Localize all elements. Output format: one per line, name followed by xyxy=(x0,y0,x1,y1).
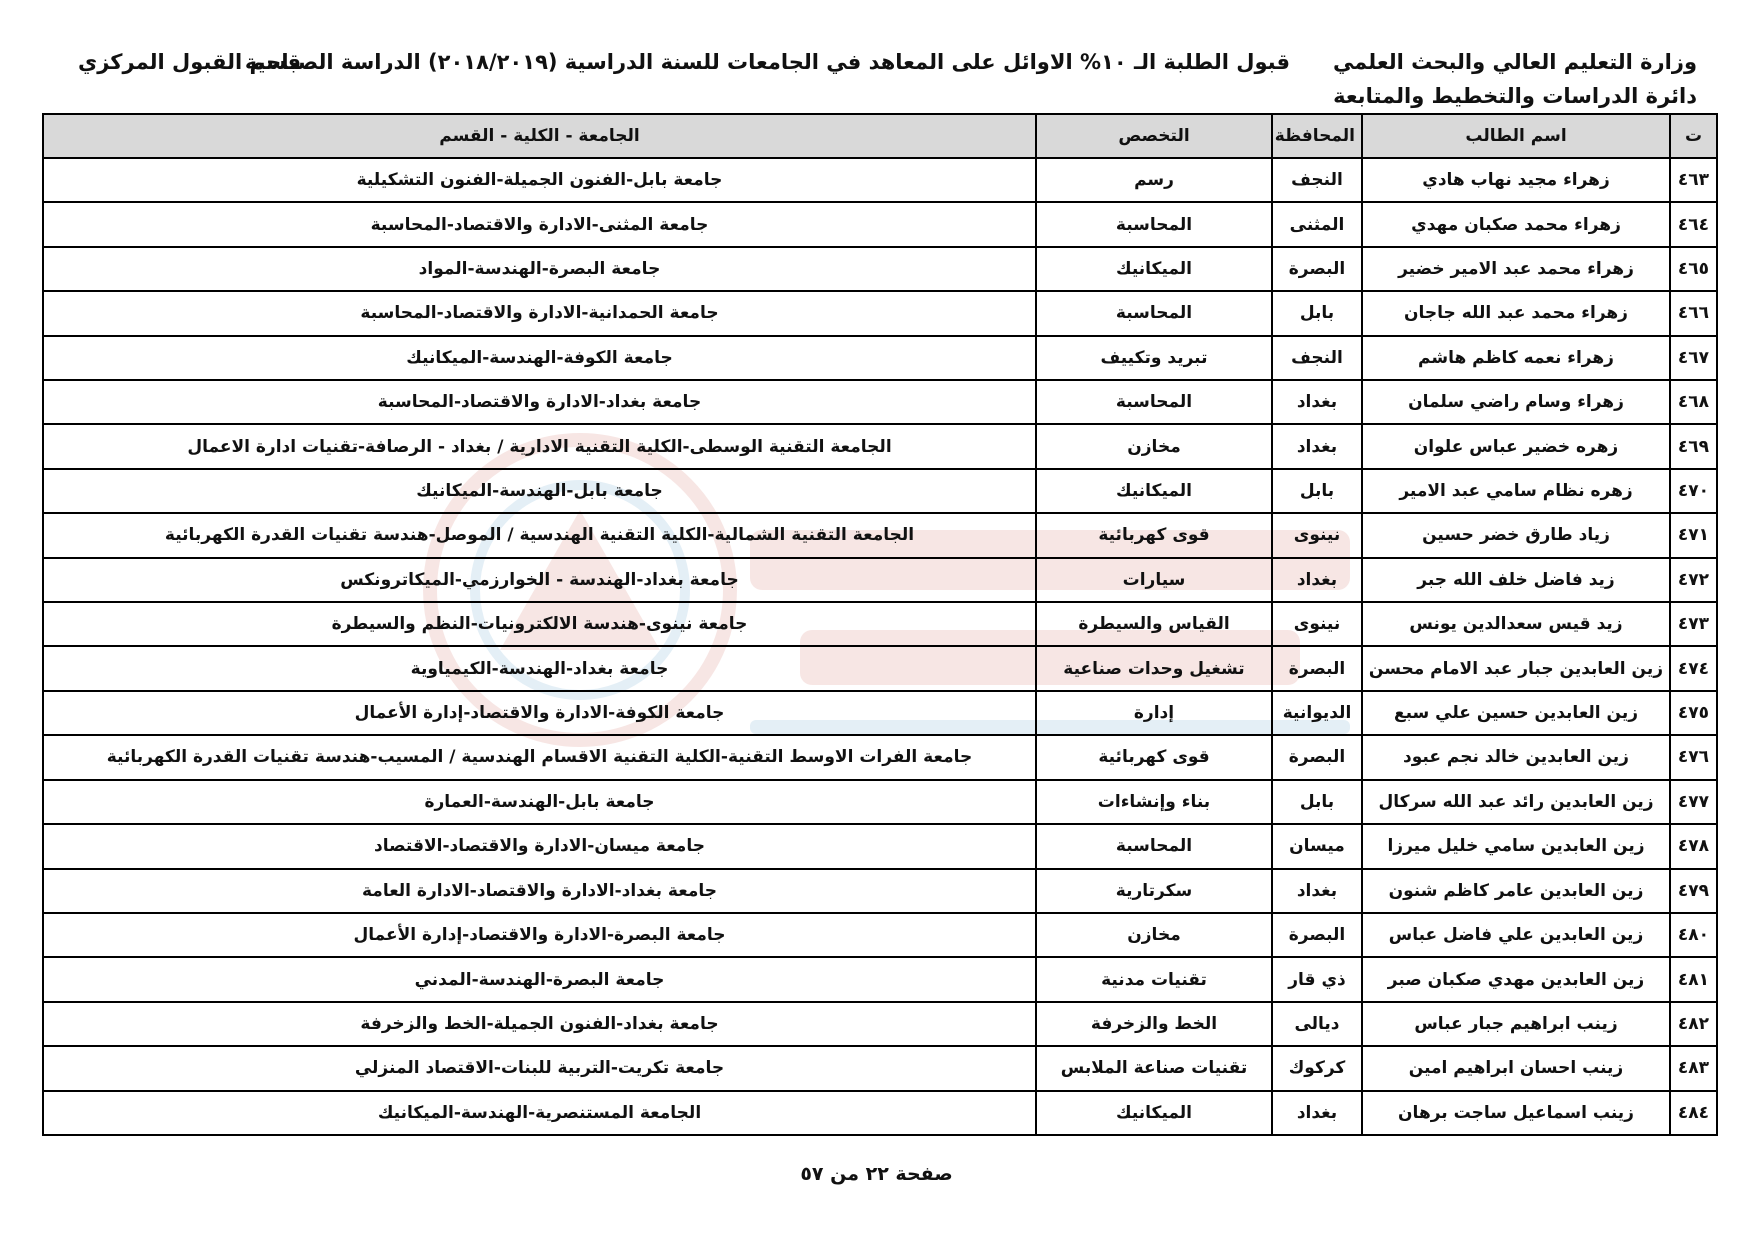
student-name: زياد طارق خضر حسين xyxy=(1362,513,1670,557)
student-name: زيد قيس سعدالدين يونس xyxy=(1362,602,1670,646)
university-college-department: جامعة الكوفة-الادارة والاقتصاد-إدارة الأعمال xyxy=(43,691,1036,735)
student-name: زهره نظام سامي عبد الامير xyxy=(1362,469,1670,513)
university-college-department: جامعة بغداد-الهندسة-الكيمياوية xyxy=(43,646,1036,690)
student-name: زين العابدين عامر كاظم شنون xyxy=(1362,869,1670,913)
university-college-department: الجامعة التقنية الشمالية-الكلية التقنية الهندسية / الموصل-هندسة تقنيات القدرة الكهربائية xyxy=(43,513,1036,557)
specialty: الخط والزخرفة xyxy=(1036,1002,1272,1046)
student-name: زين العابدين حسين علي سبع xyxy=(1362,691,1670,735)
table-row xyxy=(43,424,1717,468)
row-number: ٤٧٥ xyxy=(1670,691,1717,735)
university-college-department: الجامعة التقنية الوسطى-الكلية التقنية الادارية / بغداد - الرصافة-تقنيات ادارة الاعمال xyxy=(43,424,1036,468)
university-college-department: جامعة بغداد-الفنون الجميلة-الخط والزخرفة xyxy=(43,1002,1036,1046)
table-row xyxy=(43,158,1717,202)
province: البصرة xyxy=(1272,247,1362,291)
province: كركوك xyxy=(1272,1046,1362,1090)
table-row xyxy=(43,1002,1717,1046)
row-number: ٤٧٩ xyxy=(1670,869,1717,913)
row-number: ٤٧٣ xyxy=(1670,602,1717,646)
province: بغداد xyxy=(1272,869,1362,913)
row-number: ٤٦٩ xyxy=(1670,424,1717,468)
university-college-department: جامعة بغداد-الهندسة - الخوارزمي-الميكاترونكس xyxy=(43,558,1036,602)
university-college-department: جامعة الحمدانية-الادارة والاقتصاد-المحاسبة xyxy=(43,291,1036,335)
row-number: ٤٦٦ xyxy=(1670,291,1717,335)
table-row xyxy=(43,957,1717,1001)
table-row xyxy=(43,913,1717,957)
table-row xyxy=(43,691,1717,735)
specialty: بناء وإنشاءات xyxy=(1036,780,1272,824)
province: ديالى xyxy=(1272,1002,1362,1046)
table-row xyxy=(43,646,1717,690)
specialty: القياس والسيطرة xyxy=(1036,602,1272,646)
table-row xyxy=(43,1046,1717,1090)
student-name: زهراء مجيد نهاب هادي xyxy=(1362,158,1670,202)
table-row xyxy=(43,513,1717,557)
table-row xyxy=(43,558,1717,602)
table-row xyxy=(43,336,1717,380)
province: بابل xyxy=(1272,780,1362,824)
student-name: زين العابدين مهدي صكبان صبر xyxy=(1362,957,1670,1001)
university-college-department: الجامعة المستنصرية-الهندسة-الميكانيك xyxy=(43,1091,1036,1135)
student-name: زهره خضير عباس علوان xyxy=(1362,424,1670,468)
province: النجف xyxy=(1272,158,1362,202)
student-name: زيد فاضل خلف الله جبر xyxy=(1362,558,1670,602)
student-name: زهراء محمد صكبان مهدي xyxy=(1362,202,1670,246)
student-name: زهراء محمد عبد الله جاجان xyxy=(1362,291,1670,335)
row-number: ٤٧٦ xyxy=(1670,735,1717,779)
university-college-department: جامعة البصرة-الادارة والاقتصاد-إدارة الأعمال xyxy=(43,913,1036,957)
university-college-department: جامعة الكوفة-الهندسة-الميكانيك xyxy=(43,336,1036,380)
province: النجف xyxy=(1272,336,1362,380)
specialty: سكرتارية xyxy=(1036,869,1272,913)
row-number: ٤٧٢ xyxy=(1670,558,1717,602)
province: بغداد xyxy=(1272,1091,1362,1135)
province: بغداد xyxy=(1272,558,1362,602)
column-header-student-name: اسم الطالب xyxy=(1362,114,1670,158)
row-number: ٤٦٣ xyxy=(1670,158,1717,202)
university-college-department: جامعة نينوى-هندسة الالكترونيات-النظم والسيطرة xyxy=(43,602,1036,646)
table-row xyxy=(43,1091,1717,1135)
university-college-department: جامعة ميسان-الادارة والاقتصاد-الاقتصاد xyxy=(43,824,1036,868)
row-number: ٤٨١ xyxy=(1670,957,1717,1001)
table-header-row xyxy=(43,114,1717,158)
column-header-university: الجامعة - الكلية - القسم xyxy=(43,114,1036,158)
specialty: رسم xyxy=(1036,158,1272,202)
table-row xyxy=(43,602,1717,646)
university-college-department: جامعة بابل-الفنون الجميلة-الفنون التشكيلية xyxy=(43,158,1036,202)
row-number: ٤٨٤ xyxy=(1670,1091,1717,1135)
table-row xyxy=(43,291,1717,335)
column-header-number: ت xyxy=(1670,114,1717,158)
specialty: تقنيات صناعة الملابس xyxy=(1036,1046,1272,1090)
specialty: قوى كهربائية xyxy=(1036,513,1272,557)
row-number: ٤٧٠ xyxy=(1670,469,1717,513)
column-header-province: المحافظة xyxy=(1272,114,1362,158)
table-row xyxy=(43,247,1717,291)
section-name: قسم القبول المركزي xyxy=(78,50,302,74)
row-number: ٤٧٧ xyxy=(1670,780,1717,824)
row-number: ٤٨٢ xyxy=(1670,1002,1717,1046)
table-row xyxy=(43,735,1717,779)
specialty: قوى كهربائية xyxy=(1036,735,1272,779)
page-number: صفحة ٢٢ من ٥٧ xyxy=(800,1163,953,1185)
university-college-department: جامعة الفرات الاوسط التقنية-الكلية التقنية الاقسام الهندسية / المسيب-هندسة تقنيات القدرة الكهربائية xyxy=(43,735,1036,779)
university-college-department: جامعة المثنى-الادارة والاقتصاد-المحاسبة xyxy=(43,202,1036,246)
student-name: زينب ابراهيم جبار عباس xyxy=(1362,1002,1670,1046)
province: نينوى xyxy=(1272,602,1362,646)
province: ذي قار xyxy=(1272,957,1362,1001)
specialty: المحاسبة xyxy=(1036,202,1272,246)
row-number: ٤٧١ xyxy=(1670,513,1717,557)
student-name: زين العابدين خالد نجم عبود xyxy=(1362,735,1670,779)
row-number: ٤٦٥ xyxy=(1670,247,1717,291)
province: بابل xyxy=(1272,469,1362,513)
table-row xyxy=(43,869,1717,913)
row-number: ٤٧٤ xyxy=(1670,646,1717,690)
specialty: الميكانيك xyxy=(1036,469,1272,513)
student-name: زين العابدين سامي خليل ميرزا xyxy=(1362,824,1670,868)
specialty: الميكانيك xyxy=(1036,247,1272,291)
province: ميسان xyxy=(1272,824,1362,868)
specialty: تبريد وتكييف xyxy=(1036,336,1272,380)
ministry-name: وزارة التعليم العالي والبحث العلمي xyxy=(1332,50,1697,74)
province: الديوانية xyxy=(1272,691,1362,735)
student-name: زهراء نعمه كاظم هاشم xyxy=(1362,336,1670,380)
row-number: ٤٨٣ xyxy=(1670,1046,1717,1090)
province: بغداد xyxy=(1272,424,1362,468)
province: البصرة xyxy=(1272,735,1362,779)
table-row xyxy=(43,202,1717,246)
university-college-department: جامعة البصرة-الهندسة-المواد xyxy=(43,247,1036,291)
student-name: زهراء محمد عبد الامير خضير xyxy=(1362,247,1670,291)
specialty: سيارات xyxy=(1036,558,1272,602)
row-number: ٤٦٨ xyxy=(1670,380,1717,424)
province: البصرة xyxy=(1272,646,1362,690)
department-name: دائرة الدراسات والتخطيط والمتابعة xyxy=(1333,84,1697,108)
student-name: زينب اسماعيل ساجت برهان xyxy=(1362,1091,1670,1135)
specialty: تشغيل وحدات صناعية xyxy=(1036,646,1272,690)
table-row xyxy=(43,780,1717,824)
student-name: زهراء وسام راضي سلمان xyxy=(1362,380,1670,424)
document-title: قبول الطلبة الـ ١٠% الاوائل على المعاهد في الجامعات للسنة الدراسية (٢٠١٨/٢٠١٩) الدراسة الصباحية xyxy=(244,50,1290,74)
specialty: مخازن xyxy=(1036,424,1272,468)
university-college-department: جامعة البصرة-الهندسة-المدني xyxy=(43,957,1036,1001)
table-body xyxy=(43,158,1717,1135)
table-row xyxy=(43,380,1717,424)
row-number: ٤٦٤ xyxy=(1670,202,1717,246)
university-college-department: جامعة بابل-الهندسة-العمارة xyxy=(43,780,1036,824)
row-number: ٤٧٨ xyxy=(1670,824,1717,868)
column-header-specialty: التخصص xyxy=(1036,114,1272,158)
specialty: مخازن xyxy=(1036,913,1272,957)
student-name: زين العابدين رائد عبد الله سركال xyxy=(1362,780,1670,824)
province: بابل xyxy=(1272,291,1362,335)
student-name: زين العابدين علي فاضل عباس xyxy=(1362,913,1670,957)
table-row xyxy=(43,824,1717,868)
table-row xyxy=(43,469,1717,513)
row-number: ٤٦٧ xyxy=(1670,336,1717,380)
specialty: المحاسبة xyxy=(1036,380,1272,424)
university-college-department: جامعة بابل-الهندسة-الميكانيك xyxy=(43,469,1036,513)
specialty: تقنيات مدنية xyxy=(1036,957,1272,1001)
province: المثنى xyxy=(1272,202,1362,246)
specialty: إدارة xyxy=(1036,691,1272,735)
university-college-department: جامعة بغداد-الادارة والاقتصاد-المحاسبة xyxy=(43,380,1036,424)
province: نينوى xyxy=(1272,513,1362,557)
student-name: زينب احسان ابراهيم امين xyxy=(1362,1046,1670,1090)
specialty: المحاسبة xyxy=(1036,824,1272,868)
province: بغداد xyxy=(1272,380,1362,424)
admissions-table xyxy=(42,113,1718,1136)
university-college-department: جامعة تكريت-التربية للبنات-الاقتصاد المنزلي xyxy=(43,1046,1036,1090)
specialty: المحاسبة xyxy=(1036,291,1272,335)
student-name: زين العابدين جبار عبد الامام محسن xyxy=(1362,646,1670,690)
province: البصرة xyxy=(1272,913,1362,957)
university-college-department: جامعة بغداد-الادارة والاقتصاد-الادارة العامة xyxy=(43,869,1036,913)
row-number: ٤٨٠ xyxy=(1670,913,1717,957)
specialty: الميكانيك xyxy=(1036,1091,1272,1135)
